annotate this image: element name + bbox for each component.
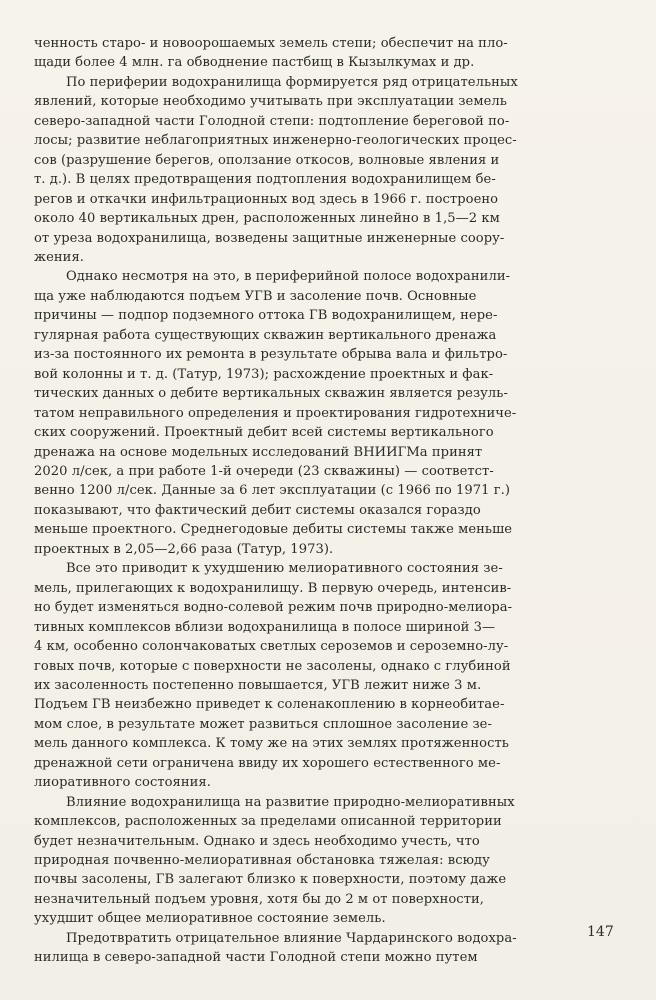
text-line: т. д.). В целях предотвращения подтопления водохранилищем бе-: [34, 172, 496, 188]
text-line: Все это приводит к ухудшению мелиоративного состояния зе-: [66, 561, 503, 577]
text-line: Влияние водохранилища на развитие природно-мелиоративных: [66, 794, 515, 810]
text-line: мель данного комплекса. К тому же на этих землях протяженность: [34, 736, 509, 752]
text-line: жения.: [34, 249, 84, 265]
text-line: регов и откачки инфильтрационных вод здесь в 1966 г. построено: [34, 191, 499, 207]
text-line: Предотвратить отрицательное влияние Чардаринского водохра-: [66, 930, 517, 946]
text-line: лосы; развитие неблагоприятных инженерно-геологических процес-: [34, 133, 517, 149]
text-line: показывают, что фактический дебит системы оказался гораздо: [34, 502, 481, 518]
text-line: лиоративного состояния.: [34, 775, 211, 791]
text-line: северо-западной части Голодной степи: подтопление береговой по-: [34, 113, 510, 129]
text-line: дренажной сети ограничена ввиду их хорошего естественного ме-: [34, 755, 501, 771]
page-number: 147: [587, 924, 614, 940]
paragraph-4: [34, 559, 616, 792]
text-line: По периферии водохранилища формируется ряд отрицательных: [66, 74, 518, 90]
text-line: почвы засолены, ГВ залегают близко к поверхности, поэтому даже: [34, 872, 507, 888]
text-line: 4 км, особенно солончаковатых светлых сероземов и сероземно-лу-: [34, 639, 509, 655]
text-line: вой колонны и т. д. (Татур, 1973); расхождение проектных и фак-: [34, 366, 494, 382]
paragraph-1: [34, 34, 616, 73]
text-line: явлений, которые необходимо учитывать при эксплуатации земель: [34, 94, 507, 110]
text-line: около 40 вертикальных дрен, расположенных линейно в 1,5—2 км: [34, 211, 500, 227]
paragraph-5: [34, 793, 616, 929]
text-line: мом слое, в результате может развиться сплошное засоление зе-: [34, 716, 492, 732]
text-line: говых почв, которые с поверхности не засолены, однако с глубиной: [34, 658, 511, 674]
text-line: нилища в северо-западной части Голодной степи можно путем: [34, 950, 478, 966]
text-line: проектных в 2,05—2,66 раза (Татур, 1973).: [34, 541, 334, 557]
text-line: сов (разрушение берегов, оползание откосов, волновые явления и: [34, 152, 500, 168]
text-line: тивных комплексов вблизи водохранилища в полосе шириной 3—: [34, 619, 496, 635]
text-line: мель, прилегающих к водохранилищу. В первую очередь, интенсив-: [34, 580, 512, 596]
text-line: ухудшит общее мелиоративное состояние земель.: [34, 911, 386, 927]
text-line: причины — подпор подземного оттока ГВ водохранилищем, нере-: [34, 308, 498, 324]
text-line: Однако несмотря на это, в периферийной полосе водохранили-: [66, 269, 511, 285]
text-line: будет незначительным. Однако и здесь необходимо учесть, что: [34, 833, 480, 849]
paragraph-3: [34, 267, 616, 559]
paragraph-2: [34, 73, 616, 268]
text-line: из-за постоянного их ремонта в результате обрыва вала и фильтро-: [34, 347, 508, 363]
text-line: их засоленность постепенно повышается, УГВ лежит ниже 3 м.: [34, 677, 482, 693]
text-line: тических данных о дебите вертикальных скважин является резуль-: [34, 386, 508, 402]
text-line: незначительный подъем уровня, хотя бы до 2 м от поверхности,: [34, 891, 484, 907]
text-line: Подъем ГВ неизбежно приведет к соленакоплению в корнеобитае-: [34, 697, 505, 713]
text-line: от уреза водохранилища, возведены защитные инженерные соору-: [34, 230, 505, 246]
text-line: ща уже наблюдаются подъем УГВ и засоление почв. Основные: [34, 288, 477, 304]
body-text: [34, 34, 616, 968]
text-line: дренажа на основе модельных исследований ВНИИГМа принят: [34, 444, 483, 460]
text-line: меньше проектного. Среднегодовые дебиты системы также меньше: [34, 522, 513, 538]
text-line: щади более 4 млн. га обводнение пастбищ в Кызылкумах и др.: [34, 55, 475, 71]
text-line: татом неправильного определения и проектирования гидротехниче-: [34, 405, 517, 421]
text-line: ских сооружений. Проектный дебит всей системы вертикального: [34, 425, 494, 441]
paragraph-6: [34, 929, 616, 968]
text-line: комплексов, расположенных за пределами описанной территории: [34, 814, 502, 830]
text-line: ченность старо- и новоорошаемых земель степи; обеспечит на пло-: [34, 36, 508, 51]
text-line: природная почвенно-мелиоративная обстановка тяжелая: всюду: [34, 853, 490, 869]
text-line: гулярная работа существующих скважин вертикального дренажа: [34, 327, 497, 343]
text-line: но будет изменяться водно-солевой режим почв природно-мелиора-: [34, 600, 513, 616]
text-line: венно 1200 л/сек. Данные за 6 лет эксплуатации (с 1966 по 1971 г.): [34, 483, 511, 499]
text-line: 2020 л/сек, а при работе 1-й очереди (23 скважины) — соответст-: [34, 463, 494, 479]
